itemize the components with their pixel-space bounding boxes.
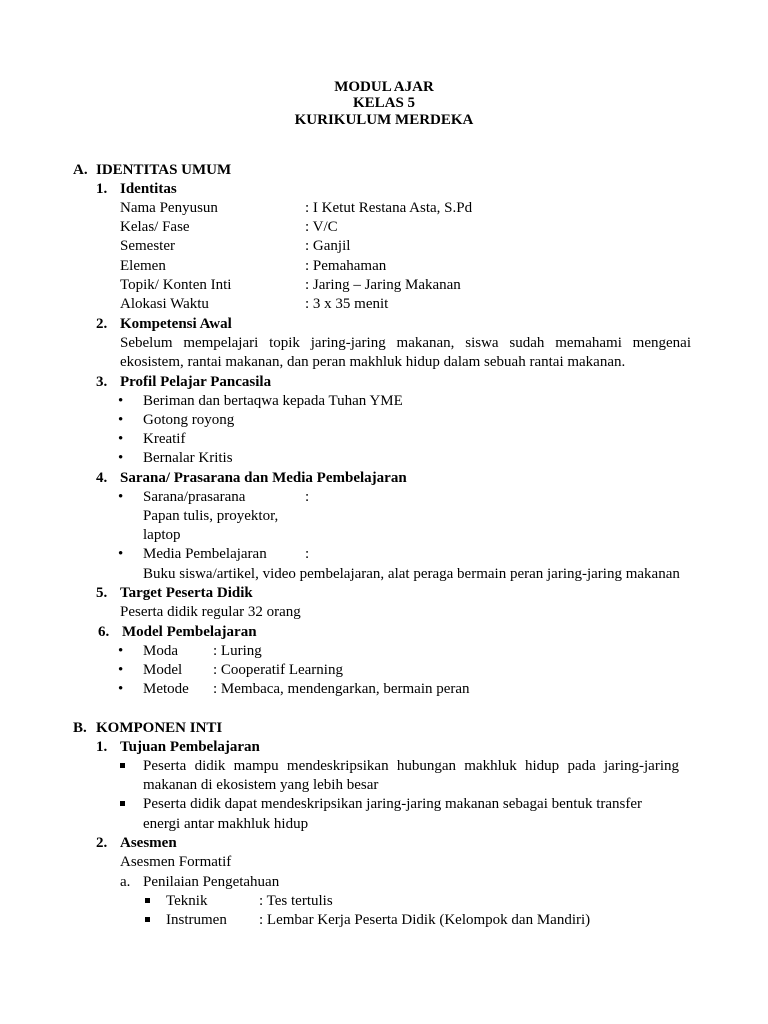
tujuan-item-line: makanan di ekosistem yang lebih besar <box>143 777 379 793</box>
identity-label: Alokasi Waktu <box>120 296 209 312</box>
kompetensi-number: 2. <box>96 316 108 332</box>
tujuan-item-line: Peserta didik mampu mendeskripsikan hubungan makhluk hidup pada jaring-jaring <box>143 758 679 774</box>
tujuan-item-line: Peserta didik dapat mendeskripsikan jaring-jaring makanan sebagai bentuk transfer <box>143 796 642 812</box>
identitas-title: Identitas <box>120 181 177 197</box>
bullet-dot-icon: • <box>118 412 124 428</box>
kompetensi-title: Kompetensi Awal <box>120 316 232 332</box>
model-title: Model Pembelajaran <box>122 624 257 640</box>
sarana-title: Sarana/ Prasarana dan Media Pembelajaran <box>120 470 407 486</box>
target-number: 5. <box>96 585 108 601</box>
identity-value: : Jaring – Jaring Makanan <box>305 277 461 293</box>
media-item-label: Media Pembelajaran <box>143 546 267 562</box>
bullet-dot-icon: • <box>118 681 124 697</box>
identity-value: : Ganjil <box>305 238 351 254</box>
tujuan-number: 1. <box>96 739 108 755</box>
identity-value: : I Ketut Restana Asta, S.Pd <box>305 200 473 216</box>
model-row-value: : Cooperatif Learning <box>213 662 343 678</box>
section-a-title: IDENTITAS UMUM <box>96 162 232 178</box>
penilaian-row-label: Instrumen <box>166 912 227 928</box>
target-title: Target Peserta Didik <box>120 585 253 601</box>
identity-value: : Pemahaman <box>305 258 387 274</box>
section-a-label: A. <box>73 162 88 178</box>
target-text: Peserta didik regular 32 orang <box>120 604 301 620</box>
sarana-item-label: Sarana/prasarana <box>143 489 246 505</box>
doc-class: KELAS 5 <box>352 95 416 111</box>
profil-title: Profil Pelajar Pancasila <box>120 374 272 390</box>
penilaian-row-value: : Tes tertulis <box>259 893 333 909</box>
section-b-title: KOMPONEN INTI <box>96 720 223 736</box>
kompetensi-text-line: Sebelum mempelajari topik jaring-jaring makanan, siswa sudah memahami mengenai <box>120 335 691 351</box>
penilaian-title: Penilaian Pengetahuan <box>143 874 280 890</box>
identity-label: Elemen <box>120 258 166 274</box>
identity-value: : V/C <box>305 219 338 235</box>
model-row-value: : Membaca, mendengarkan, bermain peran <box>213 681 470 697</box>
model-number: 6. <box>98 624 110 640</box>
sarana-item-colon: : <box>305 489 310 505</box>
bullet-dot-icon: • <box>118 489 124 505</box>
penilaian-label: a. <box>120 874 131 890</box>
identity-label: Nama Penyusun <box>120 200 218 216</box>
bullet-dot-icon: • <box>118 431 124 447</box>
square-bullet-icon <box>120 801 125 806</box>
penilaian-row-label: Teknik <box>166 893 208 909</box>
sarana-item-value: laptop <box>143 527 181 543</box>
profil-item: Bernalar Kritis <box>143 450 233 466</box>
media-item-colon: : <box>305 546 310 562</box>
penilaian-row-value: : Lembar Kerja Peserta Didik (Kelompok dan Mandiri) <box>259 912 591 928</box>
square-bullet-icon <box>145 917 150 922</box>
tujuan-item-line: energi antar makhluk hidup <box>143 816 309 832</box>
model-row-label: Model <box>143 662 183 678</box>
model-row-label: Metode <box>143 681 189 697</box>
profil-item: Gotong royong <box>143 412 235 428</box>
identity-label: Kelas/ Fase <box>120 219 190 235</box>
profil-number: 3. <box>96 374 108 390</box>
bullet-dot-icon: • <box>118 393 124 409</box>
identity-label: Topik/ Konten Inti <box>120 277 232 293</box>
tujuan-title: Tujuan Pembelajaran <box>120 739 260 755</box>
bullet-dot-icon: • <box>118 450 124 466</box>
profil-item: Kreatif <box>143 431 186 447</box>
asesmen-title: Asesmen <box>120 835 177 851</box>
model-row-label: Moda <box>143 643 178 659</box>
media-item-value: Buku siswa/artikel, video pembelajaran, alat peraga bermain peran jaring-jaring makanan <box>143 566 680 582</box>
kompetensi-text-line: ekosistem, rantai makanan, dan peran makhluk hidup dalam sebuah rantai makanan. <box>120 354 626 370</box>
square-bullet-icon <box>120 763 125 768</box>
sarana-number: 4. <box>96 470 108 486</box>
square-bullet-icon <box>145 898 150 903</box>
model-row-value: : Luring <box>213 643 262 659</box>
section-b-label: B. <box>73 720 87 736</box>
bullet-dot-icon: • <box>118 546 124 562</box>
sarana-item-value: Papan tulis, proyektor, <box>143 508 279 524</box>
profil-item: Beriman dan bertaqwa kepada Tuhan YME <box>143 393 403 409</box>
doc-curriculum: KURIKULUM MERDEKA <box>294 112 474 128</box>
bullet-dot-icon: • <box>118 662 124 678</box>
identity-value: : 3 x 35 menit <box>305 296 389 312</box>
asesmen-number: 2. <box>96 835 108 851</box>
identity-label: Semester <box>120 238 175 254</box>
asesmen-subtitle: Asesmen Formatif <box>120 854 232 870</box>
doc-title: MODUL AJAR <box>334 79 434 95</box>
bullet-dot-icon: • <box>118 643 124 659</box>
identitas-number: 1. <box>96 181 108 197</box>
